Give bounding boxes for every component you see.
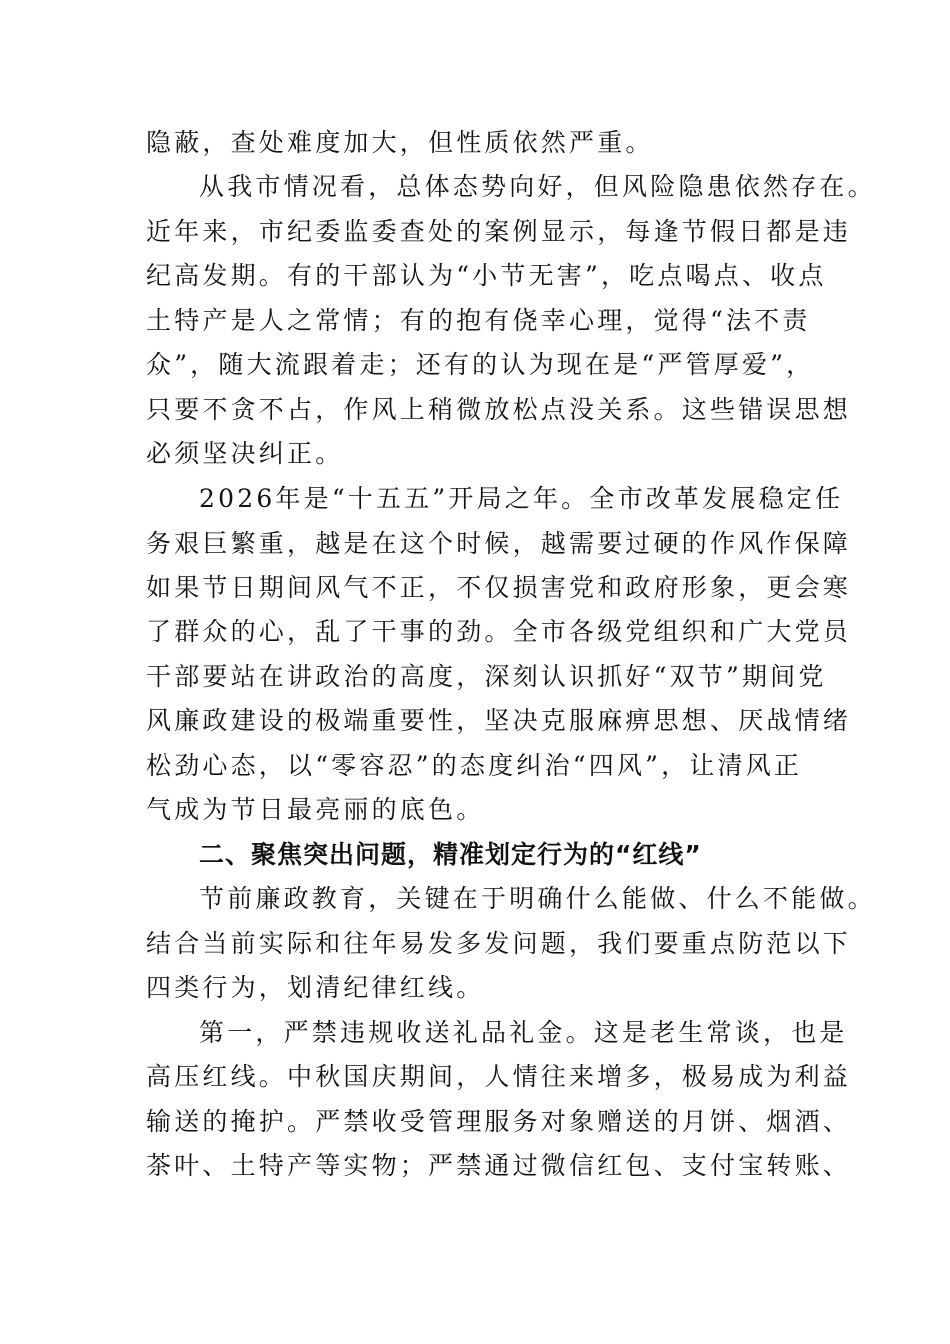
text-line: 结合当前实际和往年易发多发问题，我们要重点防范以下: [146, 929, 852, 958]
section-heading: 二、聚焦突出问题，精准划定行为的“红线”: [199, 840, 702, 869]
text-line: 气成为节日最亮丽的底色。: [146, 795, 485, 824]
paragraph-start: 节前廉政教育，关键在于明确什么能做、什么不能做。: [199, 884, 876, 913]
text-line: 纪高发期。有的干部认为“小节无害”，吃点喝点、收点: [146, 261, 827, 290]
text-line: 输送的掩护。严禁收受管理服务对象赠送的月饼、烟酒、: [146, 1107, 852, 1136]
text-line: 如果节日期间风气不正，不仅损害党和政府形象，更会寒: [146, 573, 852, 602]
text-line: 土特产是人之常情；有的抱有侥幸心理，觉得“法不责: [146, 306, 811, 335]
text-line: 松劲心态，以“零容忍”的态度纠治“四风”，让清风正: [146, 751, 803, 780]
paragraph-start: 第一，严禁违规收送礼品礼金。这是老生常谈，也是: [199, 1018, 848, 1047]
text-line: 只要不贪不占，作风上稍微放松点没关系。这些错误思想: [146, 395, 852, 424]
text-line: 了群众的心，乱了干事的劲。全市各级党组织和广大党员: [146, 617, 852, 646]
text-line: 近年来，市纪委监委查处的案例显示，每逢节假日都是违: [146, 217, 852, 246]
text-line: 务艰巨繁重，越是在这个时候，越需要过硬的作风作保障: [146, 529, 852, 558]
text-line: 干部要站在讲政治的高度，深刻认识抓好“双节”期间党: [146, 662, 827, 691]
text-line: 众”，随大流跟着走；还有的认为现在是“严管厚爱”，: [146, 350, 815, 379]
text-line: 茶叶、土特产等实物；严禁通过微信红包、支付宝转账、: [146, 1151, 852, 1180]
text-line: 隐蔽，查处难度加大，但性质依然严重。: [146, 128, 654, 157]
text-line: 四类行为，划清纪律红线。: [146, 973, 485, 1002]
paragraph-start: 从我市情况看，总体态势向好，但风险隐患依然存在。: [199, 172, 876, 201]
paragraph-start: 2026年是“十五五”开局之年。全市改革发展稳定任: [199, 484, 844, 513]
text-line: 必须坚决纠正。: [146, 439, 344, 468]
text-line: 高压红线。中秋国庆期间，人情往来增多，极易成为利益: [146, 1062, 852, 1091]
text-line: 风廉政建设的极端重要性，坚决克服麻痹思想、厌战情绪: [146, 706, 852, 735]
